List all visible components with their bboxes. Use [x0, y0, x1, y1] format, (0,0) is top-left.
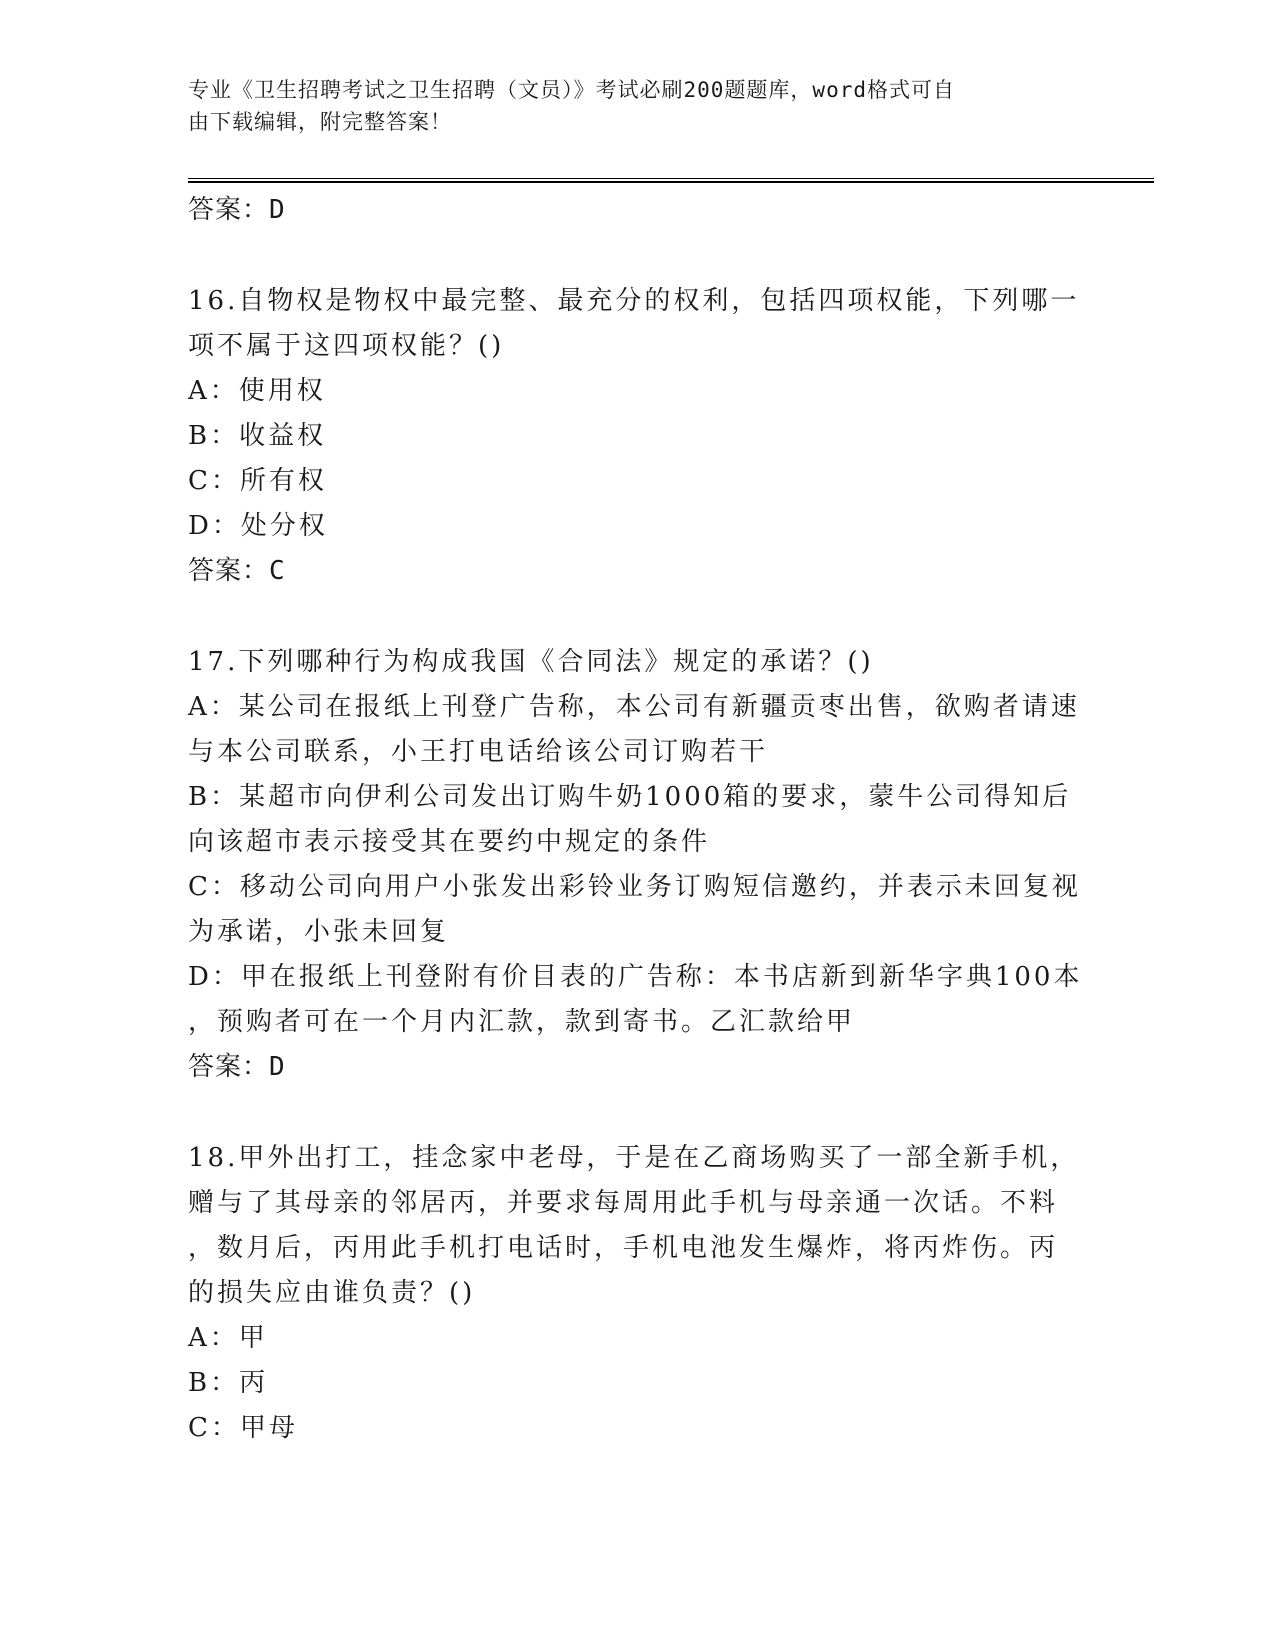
answer-option-line: D：处分权 — [188, 511, 328, 541]
answer-option — [188, 459, 1088, 504]
question-spacer — [188, 1090, 1088, 1136]
answer-option-line: 向该超市表示接受其在要约中规定的条件 — [188, 827, 711, 857]
question-stem-line: 16.自物权是物权中最完整、最充分的权利，包括四项权能，下列哪一 — [188, 286, 1080, 316]
question-block — [188, 279, 1088, 594]
question-stem-line: 项不属于这四项权能？() — [188, 331, 505, 361]
question-stem-line: ，数月后，丙用此手机打电话时，手机电池发生爆炸，将丙炸伤。丙 — [188, 1233, 1059, 1263]
answer-option-line: B：某超市向伊利公司发出订购牛奶1000箱的要求，蒙牛公司得知后 — [188, 782, 1072, 812]
question-stem-line: 赠与了其母亲的邻居丙，并要求每周用此手机与母亲通一次话。不料 — [188, 1188, 1059, 1218]
answer-key: 答案：C — [188, 556, 286, 586]
document-body — [188, 188, 1088, 1451]
question-stem — [188, 279, 1088, 369]
header-divider-thin — [188, 178, 1154, 179]
answer-option — [188, 504, 1088, 549]
question-stem-line: 18.甲外出打工，挂念家中老母，于是在乙商场购买了一部全新手机， — [188, 1143, 1080, 1173]
header-divider-thick — [188, 181, 1154, 183]
question-stem-line: 的损失应由谁负责？() — [188, 1278, 476, 1308]
header-line-1: 专业《卫生招聘考试之卫生招聘（文员）》考试必刷200题题库，word格式可自 — [188, 78, 955, 102]
answer-option — [188, 369, 1088, 414]
question-stem — [188, 640, 1088, 685]
answer-option-line: C：移动公司向用户小张发出彩铃业务订购短信邀约，并表示未回复视 — [188, 872, 1081, 902]
question-stem-line: 17.下列哪种行为构成我国《合同法》规定的承诺？() — [188, 647, 874, 677]
answer-option-line: B：收益权 — [188, 421, 327, 451]
question-spacer — [188, 594, 1088, 640]
answer-option-line: B：丙 — [188, 1368, 269, 1398]
question-stem — [188, 1136, 1088, 1316]
answer-option — [188, 414, 1088, 459]
answer-option-line: C：所有权 — [188, 466, 327, 496]
answer-option — [188, 955, 1088, 1045]
answer-option-line: A：使用权 — [188, 376, 326, 406]
answer-option-line: 为承诺，小张未回复 — [188, 917, 450, 947]
header-line-2: 由下载编辑，附完整答案！ — [188, 110, 452, 134]
question-list — [188, 233, 1088, 1451]
question-block — [188, 640, 1088, 1090]
answer-option-line: D：甲在报纸上刊登附有价目表的广告称：本书店新到新华字典100本 — [188, 962, 1083, 992]
answer-option — [188, 865, 1088, 955]
answer-option-line: A：甲 — [188, 1323, 268, 1353]
question-spacer — [188, 233, 1088, 279]
answer-option — [188, 685, 1088, 775]
question-block — [188, 1136, 1088, 1451]
answer-option — [188, 1316, 1088, 1361]
answer-option — [188, 775, 1088, 865]
answer-option-line: ，预购者可在一个月内汇款，款到寄书。乙汇款给甲 — [188, 1007, 856, 1037]
answer-option-line: 与本公司联系，小王打电话给该公司订购若干 — [188, 737, 769, 767]
answer-option-line: A：某公司在报纸上刊登广告称，本公司有新疆贡枣出售，欲购者请速 — [188, 692, 1080, 722]
answer-option — [188, 1406, 1088, 1451]
previous-answer: 答案：D — [188, 195, 286, 225]
answer-option — [188, 1361, 1088, 1406]
answer-key: 答案：D — [188, 1052, 286, 1082]
answer-option-line: C：甲母 — [188, 1413, 298, 1443]
document-header — [188, 74, 1068, 138]
